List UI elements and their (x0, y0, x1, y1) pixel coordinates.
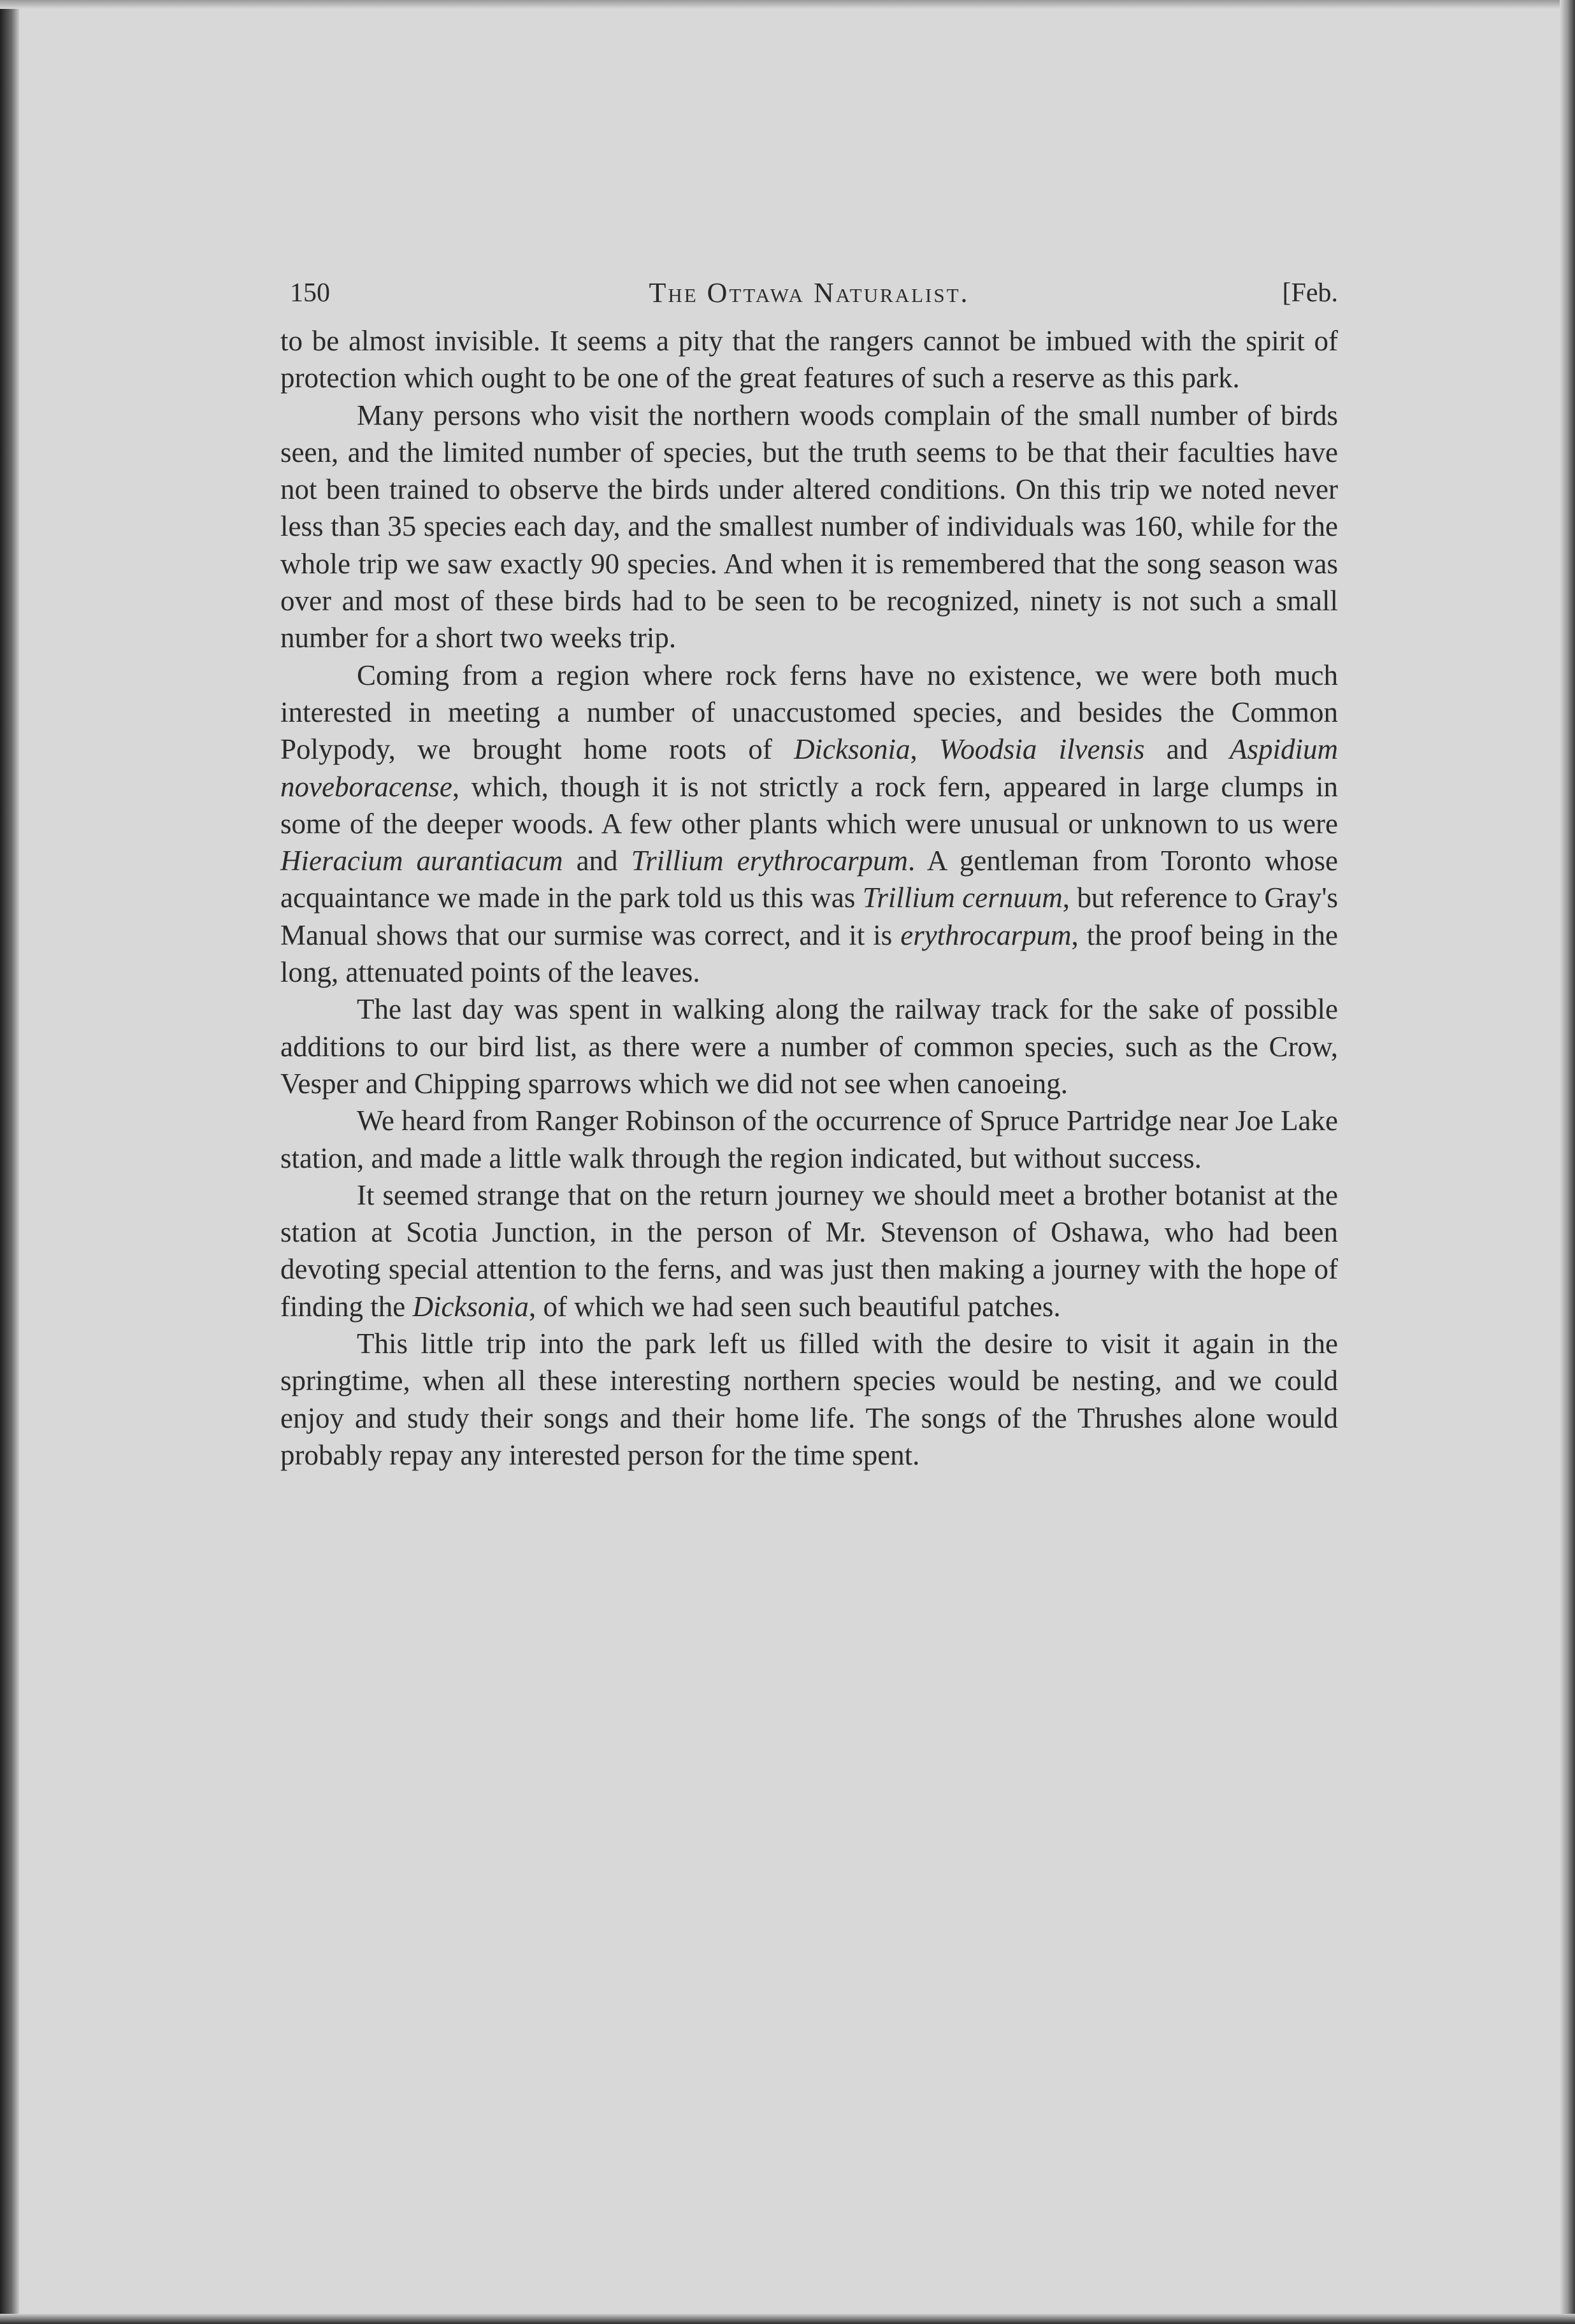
scan-left-edge (0, 0, 19, 2324)
page-content (280, 268, 1338, 2051)
text-run: and (1144, 733, 1230, 766)
issue-month: [Feb. (1282, 278, 1338, 308)
text-run: , which, though it is not strictly a rock fern, appeared in large clumps in some of the deeper woods. A few other plants which were unusual or unknown to us were (280, 770, 1338, 840)
running-head (280, 268, 1338, 319)
italic-taxon: Woodsia ilvensis (939, 733, 1145, 766)
scan-top-edge (0, 0, 1575, 9)
italic-taxon: Trillium cernuum (862, 882, 1063, 914)
journal-title: The Ottawa Naturalist. (649, 277, 970, 308)
text-run: , (910, 733, 939, 766)
paragraph (280, 1177, 1338, 1325)
text-run: Coming from a region where rock ferns have no existence, we were both much interested in meeting a number of unaccustomed species, and besides the Common Polypody, we brought home roots of (280, 659, 1338, 766)
text-run: , the proof being in the long, attenuated points of the leaves. (280, 919, 1338, 989)
text-run: to be almost invisible. It seems a pity that the rangers cannot be imbued with the spirit of protection which ought to be one of the great features of such a reserve as this park. (280, 325, 1338, 394)
italic-taxon: Dicksonia (412, 1290, 529, 1323)
paragraph (280, 991, 1338, 1102)
paragraph (280, 397, 1338, 657)
scan-right-edge (1560, 0, 1575, 2324)
italic-taxon: Dicksonia (794, 733, 910, 766)
text-run: This little trip into the park left us filled with the desire to visit it again in the springtime, when all these interesting northern species would be nesting, and we could enjoy and study their songs and their home life. The songs of the Thrushes alone would probably repay any interested person for the time spent. (280, 1328, 1338, 1471)
text-run: Many persons who visit the northern woods complain of the small number of birds seen, and the limited number of species, but the truth seems to be that their faculties have not been trained to observe the birds under altered conditions. On this trip we noted never less than 35 species each day, and the smallest number of individuals was 160, while for the whole trip we saw exactly 90 species. And when it is remembered that the song season was over and most of these birds had to be seen to be recognized, ninety is not such a small number for a short two weeks trip. (280, 399, 1338, 654)
text-run: The last day was spent in walking along the railway track for the sake of possible additions to our bird list, as there were a number of common species, such as the Crow, Vesper and Chipping sparrows which we did not see when canoeing. (280, 993, 1338, 1100)
italic-taxon: erythrocarpum (900, 919, 1072, 951)
text-run: and (563, 845, 631, 877)
paragraph (280, 1325, 1338, 1474)
italic-taxon: Aspidium noveboracense (280, 733, 1338, 803)
italic-taxon: Trillium erythrocarpum (631, 845, 909, 877)
paragraph (280, 1102, 1338, 1177)
text-run: . A gentleman from Toronto whose acquaintance we made in the park told us this was (280, 845, 1339, 914)
article-body (280, 322, 1338, 1474)
scan-bottom-edge (0, 2314, 1575, 2324)
text-run: , of which we had seen such beautiful patches. (528, 1290, 1061, 1323)
page-number: 150 (290, 278, 330, 308)
text-run: It seemed strange that on the return journey we should meet a brother botanist at the station at Scotia Junction, in the person of Mr. Stevenson of Oshawa, who had been devoting special attention to the ferns, and was just then making a journey with the hope of finding the (280, 1179, 1338, 1323)
text-run: , but reference to Gray's Manual shows that our surmise was correct, and it is (280, 882, 1338, 951)
paragraph (280, 657, 1338, 991)
paragraph (280, 322, 1338, 397)
text-run: We heard from Ranger Robinson of the occurrence of Spruce Partridge near Joe Lake station, and made a little walk through the region indicated, but without success. (280, 1105, 1338, 1174)
italic-taxon: Hieracium aurantiacum (280, 845, 563, 877)
